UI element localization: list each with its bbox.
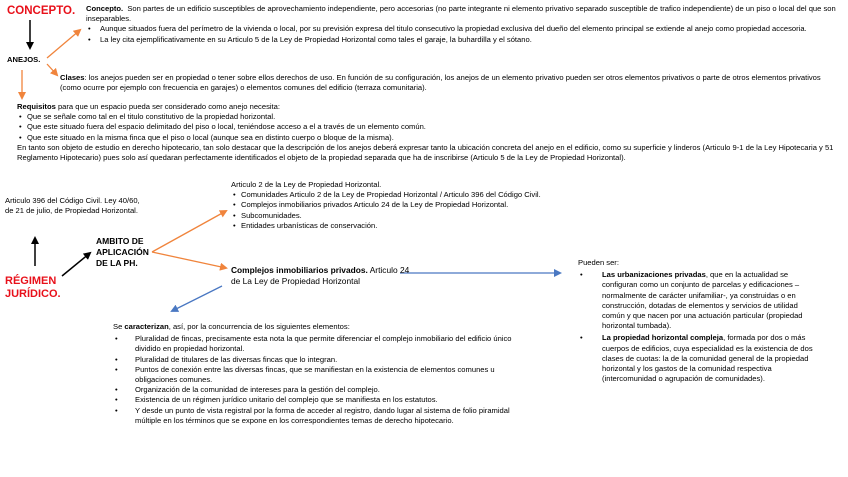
list-item: • La ley cita ejemplificativamente en su Articulo 5 de la Ley de Propiedad Horizontal como tales el garaje, la buhardilla y el sótano. bbox=[86, 35, 840, 45]
complejos-title-rest: Articulo 24 de La Ley de Propiedad Horizontal bbox=[231, 265, 410, 286]
list-item: • Complejos inmobiliarios privados Articulo 24 de la Ley de Propiedad Horizontal. bbox=[231, 200, 631, 210]
pueden-block bbox=[578, 258, 818, 384]
list-item: • Pluralidad de titulares de las diversas fincas que lo integran. bbox=[113, 355, 513, 365]
arrow-complejos-to-caracterizan bbox=[172, 286, 222, 311]
list-item: • Subcomunidades. bbox=[231, 211, 631, 221]
list-item: • Que este situado fuera del espacio delimitado del piso o local, teniéndose acceso a el a través de un elemento común. bbox=[17, 122, 840, 132]
clases-block bbox=[60, 73, 840, 93]
concepto-label: Concepto. bbox=[86, 4, 124, 13]
list-item: • Pluralidad de fincas, precisamente esta nota la que permite diferenciar el complejo inmobiliario del edificio único dividido en propiedad horizontal. bbox=[113, 334, 513, 354]
caracterizan-suffix: , así, por la concurrencia de los siguientes elementos: bbox=[168, 322, 350, 331]
concepto-bullets bbox=[86, 24, 840, 44]
arrow-regimen-to-ambito bbox=[62, 253, 90, 276]
arrow-anejos-to-concepto bbox=[47, 30, 80, 58]
requisitos-text: para que un espacio pueda ser considerado como anejo necesita: bbox=[55, 102, 280, 111]
articulo2-block bbox=[231, 180, 631, 231]
pueden-title: Pueden ser: bbox=[578, 258, 619, 267]
caracterizan-bullets bbox=[113, 334, 513, 426]
list-item: • Que este situado en la misma finca que el piso o local (aunque sea en distinto cuerpo o bloque de la misma). bbox=[17, 133, 840, 143]
concepto-definition bbox=[86, 4, 840, 24]
requisitos-label: Requisitos bbox=[17, 102, 56, 111]
caracterizan-prefix: Se bbox=[113, 322, 125, 331]
complejos-title bbox=[231, 265, 411, 287]
caracterizan-bold: caracterizan bbox=[124, 322, 169, 331]
regimen-title-line2: JURÍDICO. bbox=[5, 288, 61, 300]
pueden-list bbox=[578, 270, 818, 384]
list-item: • Organización de la comunidad de intereses para la gestión del complejo. bbox=[113, 385, 513, 395]
concepto-block bbox=[86, 4, 840, 45]
ambito-line2: APLICACIÓN bbox=[96, 247, 149, 257]
concepto-title: CONCEPTO. bbox=[7, 5, 76, 17]
list-item: • Existencia de un régimen jurídico unitario del complejo que se manifiesta en los estatutos. bbox=[113, 395, 513, 405]
complejos-title-bold: Complejos inmobiliarios privados. bbox=[231, 265, 368, 275]
list-item: • Entidades urbanísticas de conservación. bbox=[231, 221, 631, 231]
requisitos-block bbox=[17, 102, 840, 163]
list-item bbox=[578, 333, 818, 384]
arrow-anejos-to-clases bbox=[47, 64, 57, 75]
requisitos-intro bbox=[17, 102, 840, 112]
caracterizan-block bbox=[113, 322, 513, 426]
pueden-item-bold: La propiedad horizontal compleja bbox=[602, 333, 724, 343]
ambito-title bbox=[96, 236, 149, 269]
anejos-label: ANEJOS. bbox=[7, 55, 41, 64]
ambito-line1: AMBITO DE bbox=[96, 236, 144, 246]
list-item bbox=[578, 270, 818, 331]
requisitos-bullets bbox=[17, 112, 840, 143]
caracterizan-intro bbox=[113, 322, 513, 332]
list-item: • Aunque situados fuera del perímetro de la vivienda o local, por su previsión expresa del titulo consecutivo la propiedad exclusiva del dueño del elemento principal se extiende al anejo como propiedad accesoria. bbox=[86, 24, 840, 34]
requisitos-paragraph: En tanto son objeto de estudio en derecho hipotecario, tan solo destacar que la descripción de los anejos deberá expresar tanto la ubicación concreta del anejo en el edificio, como su superficie y linderos (Articulo 9-1 de la Ley Hipotecaria y 51 Reglamento Hipotecario) pues solo así quedaran perfectamente identificados el objeto de la propiedad separada que ha de inscribirse (Articulo 5 de la Ley de Propiedad Horizontal). bbox=[17, 142, 834, 163]
regimen-laws: Articulo 396 del Código Civil. Ley 40/60, de 21 de julio, de Propiedad Horizontal. bbox=[5, 196, 140, 216]
list-item: • Que se señale como tal en el titulo constitutivo de la propiedad horizontal. bbox=[17, 112, 840, 122]
list-item: • Puntos de conexión entre las diversas fincas, que se manifiestan en la existencia de elementos comunes u obligaciones comunes. bbox=[113, 365, 513, 385]
articulo2-title: Articulo 2 de la Ley de Propiedad Horizontal. bbox=[231, 180, 382, 189]
pueden-item-text: , formada por dos o más cuerpos de edificios, cuya especialidad es la existencia de dos clases de cuotas: la de la comunidad general de la propiedad horizontal y los gastos de la comunidad respectiva (intercomunidad o agrupación de comunidades). bbox=[602, 333, 813, 384]
clases-text: : los anejos pueden ser en propiedad o tener sobre ellos derechos de uso. En función de su configuración, los anejos de un elemento privativo pueden ser otros elementos privativos o parte de otros elementos privativos (como ocurre por ejemplo con frecuencia en garajes) o elementos comunes del edificio (terraza comunitaria). bbox=[60, 73, 821, 93]
articulo2-bullets bbox=[231, 190, 631, 231]
clases-label: Clases bbox=[60, 73, 85, 82]
pueden-item-bold: Las urbanizaciones privadas bbox=[602, 270, 706, 280]
arrow-ambito-to-complejos bbox=[152, 252, 226, 268]
regimen-title-line1: RÉGIMEN bbox=[5, 275, 57, 287]
arrow-ambito-to-articulo2 bbox=[152, 211, 226, 252]
concepto-text: Son partes de un edificio susceptibles de aprovechamiento independiente, pero accesorias (no parte integrante ni elemento privativo separado susceptible de trafico independiente) de un piso o local del que son inseparables. bbox=[86, 4, 836, 24]
ambito-line3: DE LA PH. bbox=[96, 258, 138, 268]
pueden-item-text: , que en la actualidad se configuran como un conjunto de parcelas y edificaciones – normalmente de carácter unifamiliar-, ya construidas o en construcción, dotadas de elementos y servicios de utilidad común y que nacen por una actuación particular (propiedad horizontal tumbada). bbox=[602, 270, 803, 331]
list-item: • Comunidades Articulo 2 de la Ley de Propiedad Horizontal / Articulo 396 del Código Civil. bbox=[231, 190, 631, 200]
list-item: • Y desde un punto de vista registral por la forma de acceder al registro, dando lugar al sistema de folio piramidal múltiple en los términos que se expone en los correspondientes temas de derecho hipotecario. bbox=[113, 406, 513, 426]
regimen-title bbox=[5, 275, 61, 301]
